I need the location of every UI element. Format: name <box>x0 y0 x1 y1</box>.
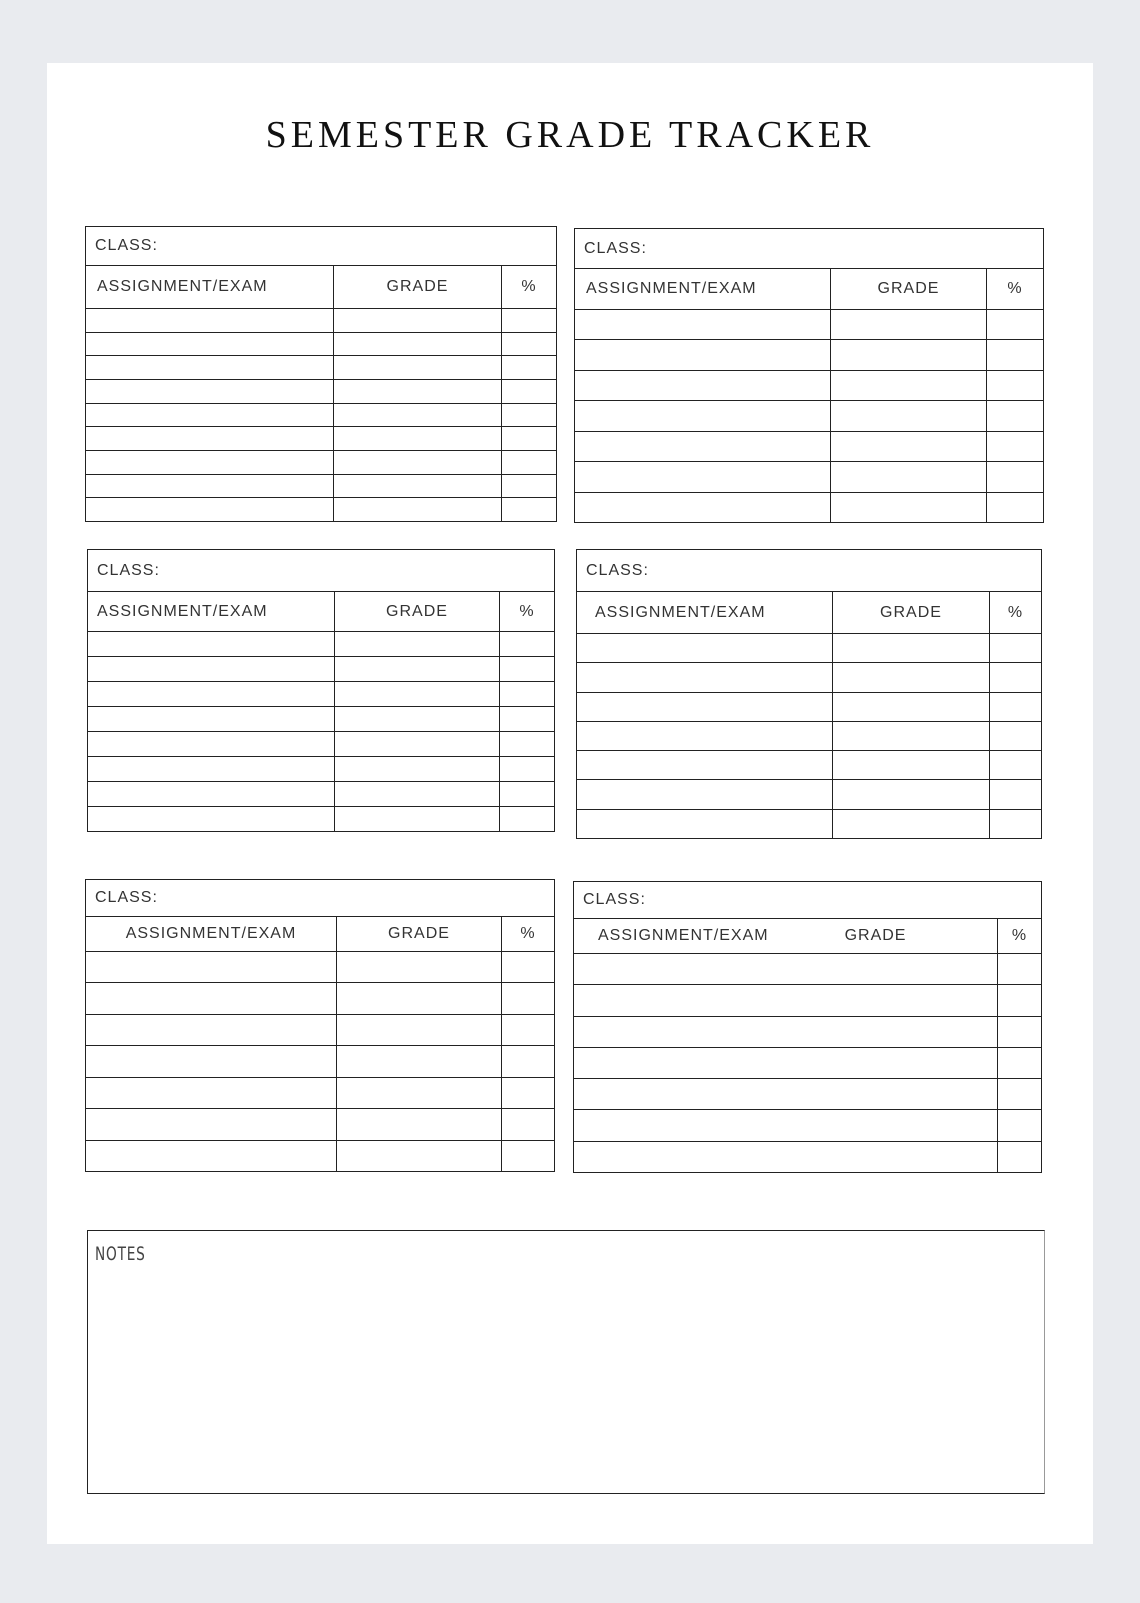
assignment-cell[interactable] <box>86 1141 337 1171</box>
table-row <box>577 780 1041 809</box>
grade-cell[interactable] <box>833 722 990 750</box>
table-row <box>86 309 556 333</box>
grade-cell[interactable] <box>831 462 987 491</box>
percent-cell[interactable] <box>998 1110 1041 1140</box>
assignment-cell[interactable] <box>86 356 334 379</box>
grade-cell[interactable] <box>831 432 987 461</box>
assignment-grade-cell[interactable] <box>574 1079 998 1109</box>
percent-cell[interactable] <box>502 427 556 450</box>
assignment-cell[interactable] <box>575 462 831 491</box>
grade-table-4 <box>576 549 1042 839</box>
table-row <box>88 657 554 682</box>
assignment-column-header: ASSIGNMENT/EXAM <box>86 917 337 951</box>
grade-cell[interactable] <box>335 782 500 806</box>
header-cell-group <box>574 919 998 953</box>
assignment-cell[interactable] <box>88 782 335 806</box>
grade-cell[interactable] <box>334 356 502 379</box>
percent-cell[interactable] <box>990 693 1041 721</box>
grade-column-header: GRADE <box>833 592 990 633</box>
percent-cell[interactable] <box>502 1078 554 1108</box>
table-row <box>575 371 1043 401</box>
table-row <box>86 451 556 475</box>
percent-cell[interactable] <box>500 707 554 731</box>
class-name-field[interactable] <box>575 229 1043 269</box>
table-body <box>574 954 1041 1172</box>
class-name-field[interactable] <box>88 550 554 592</box>
percent-cell[interactable] <box>500 632 554 656</box>
percent-cell[interactable] <box>990 810 1041 838</box>
assignment-cell[interactable] <box>86 1078 337 1108</box>
assignment-cell[interactable] <box>577 722 833 750</box>
assignment-cell[interactable] <box>86 309 334 332</box>
assignment-column-header: ASSIGNMENT/EXAM <box>598 927 769 944</box>
assignment-cell[interactable] <box>86 404 334 427</box>
table-row <box>574 1142 1041 1172</box>
grade-cell[interactable] <box>335 732 500 756</box>
percent-cell[interactable] <box>502 380 556 403</box>
grade-cell[interactable] <box>831 310 987 339</box>
percent-cell[interactable] <box>987 401 1043 430</box>
percent-cell[interactable] <box>502 1109 554 1139</box>
table-row <box>86 356 556 380</box>
assignment-cell[interactable] <box>577 693 833 721</box>
table-row <box>86 380 556 404</box>
assignment-cell[interactable] <box>88 707 335 731</box>
assignment-column-header: ASSIGNMENT/EXAM <box>575 269 831 309</box>
assignment-cell[interactable] <box>577 810 833 838</box>
table-row <box>574 1048 1041 1079</box>
grade-cell[interactable] <box>335 657 500 681</box>
percent-column-header: % <box>1007 603 1024 621</box>
percent-column-header: % <box>1007 280 1023 297</box>
grade-table-2 <box>574 228 1044 523</box>
table-row <box>574 954 1041 985</box>
table-row <box>86 427 556 451</box>
percent-cell[interactable] <box>990 780 1041 808</box>
table-row <box>86 333 556 357</box>
table-row <box>577 634 1041 663</box>
percent-cell[interactable] <box>987 493 1043 522</box>
grade-cell[interactable] <box>833 634 990 662</box>
assignment-cell[interactable] <box>88 732 335 756</box>
grade-column-header: GRADE <box>831 269 987 309</box>
grade-cell[interactable] <box>335 682 500 706</box>
table-row <box>575 462 1043 492</box>
table-row <box>575 493 1043 522</box>
assignment-cell[interactable] <box>86 952 337 982</box>
table-row <box>88 782 554 807</box>
percent-cell[interactable] <box>998 1048 1041 1078</box>
grade-table-6 <box>573 881 1042 1173</box>
assignment-cell[interactable] <box>86 1015 337 1045</box>
percent-cell[interactable] <box>502 356 556 379</box>
percent-cell[interactable] <box>987 340 1043 369</box>
percent-column-header: % <box>521 278 537 295</box>
column-header-row <box>88 592 554 632</box>
percent-cell[interactable] <box>990 722 1041 750</box>
grade-cell[interactable] <box>337 1015 502 1045</box>
table-row <box>575 340 1043 370</box>
table-row <box>86 1046 554 1077</box>
percent-cell[interactable] <box>500 807 554 831</box>
percent-cell[interactable] <box>502 451 556 474</box>
assignment-column-header: ASSIGNMENT/EXAM <box>577 592 833 633</box>
grade-cell[interactable] <box>831 371 987 400</box>
grade-cell[interactable] <box>334 427 502 450</box>
class-name-field[interactable] <box>86 227 556 266</box>
percent-cell[interactable] <box>987 310 1043 339</box>
column-header-row <box>577 592 1041 634</box>
grade-table-1 <box>85 226 557 522</box>
grade-cell[interactable] <box>334 309 502 332</box>
grade-column-header: GRADE <box>844 927 907 944</box>
assignment-cell[interactable] <box>86 1109 337 1139</box>
percent-cell[interactable] <box>502 498 556 521</box>
table-row <box>86 1078 554 1109</box>
table-row <box>574 985 1041 1016</box>
grade-cell[interactable] <box>833 751 990 779</box>
grade-cell[interactable] <box>831 401 987 430</box>
class-label: CLASS: <box>95 237 158 254</box>
percent-cell[interactable] <box>998 1017 1041 1047</box>
grade-cell[interactable] <box>335 632 500 656</box>
grade-column-header: GRADE <box>335 592 500 631</box>
assignment-grade-cell[interactable] <box>574 954 998 984</box>
grade-cell[interactable] <box>337 1109 502 1139</box>
table-row <box>575 310 1043 340</box>
assignment-cell[interactable] <box>577 634 833 662</box>
grade-cell[interactable] <box>337 1141 502 1171</box>
assignment-cell[interactable] <box>88 757 335 781</box>
table-row <box>88 807 554 831</box>
assignment-cell[interactable] <box>86 333 334 356</box>
page-title: SEMESTER GRADE TRACKER <box>265 114 875 156</box>
assignment-cell[interactable] <box>86 380 334 403</box>
assignment-cell[interactable] <box>88 632 335 656</box>
percent-cell[interactable] <box>500 657 554 681</box>
table-row <box>574 1110 1041 1141</box>
percent-cell[interactable] <box>502 309 556 332</box>
assignment-cell[interactable] <box>575 340 831 369</box>
grade-table-3 <box>87 549 555 832</box>
column-header-row <box>86 917 554 952</box>
assignment-cell[interactable] <box>575 401 831 430</box>
table-row <box>577 722 1041 751</box>
grade-column-header: GRADE <box>334 266 502 308</box>
table-body <box>86 309 556 521</box>
grade-cell[interactable] <box>337 952 502 982</box>
grade-cell[interactable] <box>335 707 500 731</box>
grade-cell[interactable] <box>334 498 502 521</box>
table-row <box>88 632 554 657</box>
table-row <box>88 682 554 707</box>
assignment-cell[interactable] <box>577 663 833 691</box>
assignment-cell[interactable] <box>86 451 334 474</box>
table-row <box>88 757 554 782</box>
grade-cell[interactable] <box>833 780 990 808</box>
table-row <box>577 663 1041 692</box>
class-label: CLASS: <box>583 891 646 908</box>
class-name-field[interactable] <box>574 882 1041 919</box>
grade-cell[interactable] <box>334 451 502 474</box>
grade-cell[interactable] <box>833 663 990 691</box>
assignment-grade-cell[interactable] <box>574 1110 998 1140</box>
assignment-cell[interactable] <box>88 807 335 831</box>
grade-cell[interactable] <box>334 404 502 427</box>
assignment-cell[interactable] <box>86 1046 337 1076</box>
assignment-grade-cell[interactable] <box>574 1017 998 1047</box>
notes-label: NOTES <box>95 1243 146 1265</box>
assignment-cell[interactable] <box>88 657 335 681</box>
grade-tracker-sheet <box>47 63 1093 1544</box>
percent-cell[interactable] <box>998 1142 1041 1172</box>
assignment-cell[interactable] <box>575 371 831 400</box>
percent-cell[interactable] <box>998 985 1041 1015</box>
percent-cell[interactable] <box>987 462 1043 491</box>
table-row <box>86 1109 554 1140</box>
table-row <box>575 432 1043 462</box>
table-body <box>577 634 1041 838</box>
percent-cell[interactable] <box>987 432 1043 461</box>
grade-cell[interactable] <box>833 810 990 838</box>
table-body <box>575 310 1043 522</box>
percent-cell[interactable] <box>987 371 1043 400</box>
percent-cell[interactable] <box>502 404 556 427</box>
assignment-grade-cell[interactable] <box>574 1048 998 1078</box>
assignment-cell[interactable] <box>86 427 334 450</box>
table-body <box>88 632 554 831</box>
percent-cell[interactable] <box>998 954 1041 984</box>
table-row <box>574 1079 1041 1110</box>
table-row <box>86 983 554 1014</box>
grade-cell[interactable] <box>337 1046 502 1076</box>
table-row <box>575 401 1043 431</box>
grade-cell[interactable] <box>334 380 502 403</box>
column-header-row <box>86 266 556 309</box>
grade-cell[interactable] <box>335 807 500 831</box>
column-header-row <box>575 269 1043 310</box>
grade-cell[interactable] <box>334 333 502 356</box>
table-row <box>86 498 556 521</box>
assignment-cell[interactable] <box>575 310 831 339</box>
table-row <box>577 751 1041 780</box>
table-row <box>86 404 556 428</box>
assignment-grade-cell[interactable] <box>574 985 998 1015</box>
assignment-column-header: ASSIGNMENT/EXAM <box>86 266 334 308</box>
class-name-field[interactable] <box>577 550 1041 592</box>
percent-cell[interactable] <box>990 751 1041 779</box>
table-row <box>88 732 554 757</box>
assignment-cell[interactable] <box>88 682 335 706</box>
percent-column-header: % <box>1011 927 1028 944</box>
percent-cell[interactable] <box>998 1079 1041 1109</box>
table-row <box>86 1015 554 1046</box>
percent-cell[interactable] <box>502 952 554 982</box>
assignment-column-header: ASSIGNMENT/EXAM <box>88 592 335 631</box>
percent-cell[interactable] <box>502 1015 554 1045</box>
percent-cell[interactable] <box>502 1046 554 1076</box>
assignment-cell[interactable] <box>86 475 334 498</box>
table-row <box>88 707 554 732</box>
table-row <box>577 810 1041 838</box>
column-header-row <box>574 919 1041 954</box>
percent-cell[interactable] <box>500 682 554 706</box>
table-row <box>86 952 554 983</box>
percent-cell[interactable] <box>502 333 556 356</box>
percent-cell[interactable] <box>502 475 556 498</box>
grade-cell[interactable] <box>335 757 500 781</box>
assignment-cell[interactable] <box>575 432 831 461</box>
percent-cell[interactable] <box>500 732 554 756</box>
percent-cell[interactable] <box>500 757 554 781</box>
class-label: CLASS: <box>584 239 647 257</box>
notes-box[interactable] <box>87 1230 1045 1494</box>
percent-cell[interactable] <box>990 663 1041 691</box>
grade-cell[interactable] <box>334 475 502 498</box>
grade-table-5 <box>85 879 555 1172</box>
grade-cell[interactable] <box>337 1078 502 1108</box>
table-row <box>86 475 556 499</box>
grade-cell[interactable] <box>337 983 502 1013</box>
percent-cell[interactable] <box>502 983 554 1013</box>
assignment-cell[interactable] <box>577 751 833 779</box>
class-label: CLASS: <box>586 561 649 579</box>
percent-column-header: % <box>520 925 536 942</box>
grade-column-header: GRADE <box>337 917 502 951</box>
class-name-field[interactable] <box>86 880 554 917</box>
assignment-grade-cell[interactable] <box>574 1142 998 1172</box>
grade-cell[interactable] <box>831 493 987 522</box>
percent-column-header: % <box>519 602 535 620</box>
table-row <box>577 693 1041 722</box>
class-label: CLASS: <box>95 889 158 906</box>
table-row <box>574 1017 1041 1048</box>
assignment-cell[interactable] <box>577 780 833 808</box>
assignment-cell[interactable] <box>86 983 337 1013</box>
assignment-cell[interactable] <box>575 493 831 522</box>
table-body <box>86 952 554 1171</box>
assignment-cell[interactable] <box>86 498 334 521</box>
grade-cell[interactable] <box>831 340 987 369</box>
percent-cell[interactable] <box>500 782 554 806</box>
percent-cell[interactable] <box>502 1141 554 1171</box>
class-label: CLASS: <box>97 561 160 579</box>
grade-cell[interactable] <box>833 693 990 721</box>
table-row <box>86 1141 554 1171</box>
percent-cell[interactable] <box>990 634 1041 662</box>
